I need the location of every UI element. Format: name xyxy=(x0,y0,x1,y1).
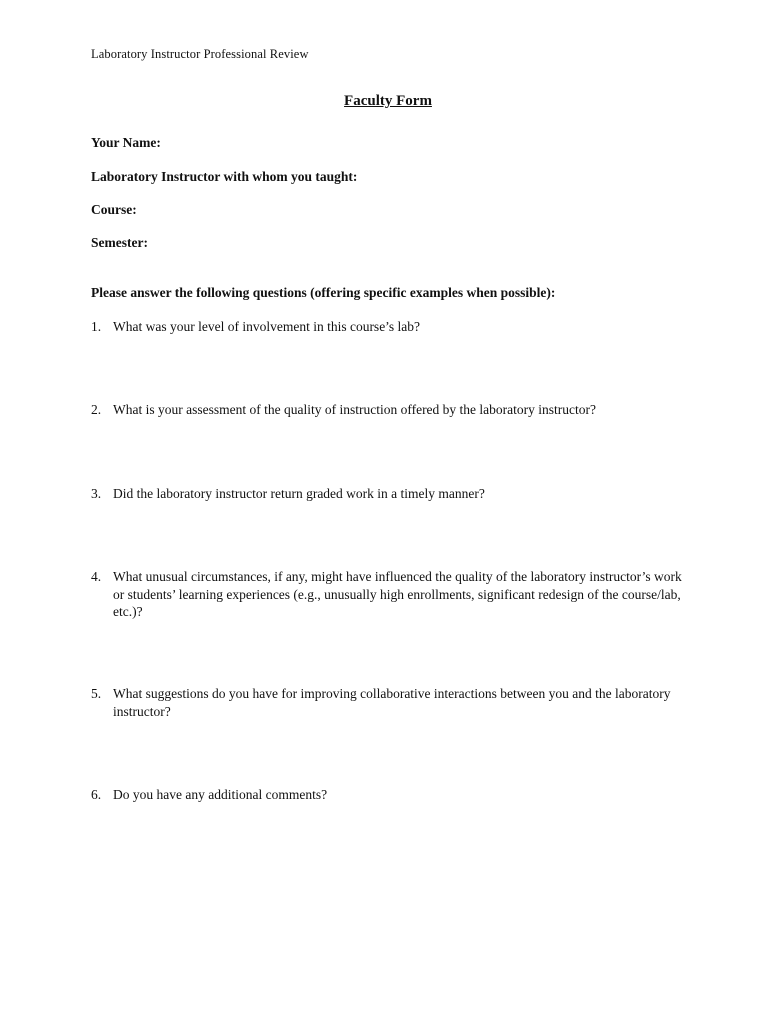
question-4 xyxy=(91,568,691,621)
question-text: What was your level of involvement in this course’s lab? xyxy=(113,319,421,334)
question-number: 5. xyxy=(91,686,102,701)
field-your-name: Your Name: xyxy=(91,135,161,150)
form-title: Faculty Form xyxy=(344,93,432,109)
question-text: Do you have any additional comments? xyxy=(113,787,328,802)
question-5 xyxy=(91,685,691,720)
question-text: Did the laboratory instructor return graded work in a timely manner? xyxy=(113,486,485,501)
question-number: 3. xyxy=(91,486,102,501)
question-number: 1. xyxy=(91,319,102,334)
field-semester: Semester: xyxy=(91,235,148,250)
question-text: What is your assessment of the quality of instruction offered by the laboratory instructor? xyxy=(113,402,597,417)
question-1 xyxy=(91,318,691,336)
field-laboratory-instructor: Laboratory Instructor with whom you taught: xyxy=(91,169,358,184)
question-3 xyxy=(91,485,691,503)
question-6 xyxy=(91,786,691,804)
question-number: 2. xyxy=(91,402,102,417)
running-header: Laboratory Instructor Professional Review xyxy=(91,47,309,61)
field-course: Course: xyxy=(91,202,137,217)
question-2 xyxy=(91,401,691,419)
instructions: Please answer the following questions (offering specific examples when possible): xyxy=(91,285,556,300)
question-number: 4. xyxy=(91,569,102,584)
question-text: What suggestions do you have for improving collaborative interactions between you and the laboratory instructor? xyxy=(113,686,671,719)
question-text: What unusual circumstances, if any, might have influenced the quality of the laboratory instructor’s work or students’ learning experiences (e.g., unusually high enrollments, significant redesign of the course/lab, etc.)? xyxy=(113,569,682,619)
question-number: 6. xyxy=(91,787,102,802)
